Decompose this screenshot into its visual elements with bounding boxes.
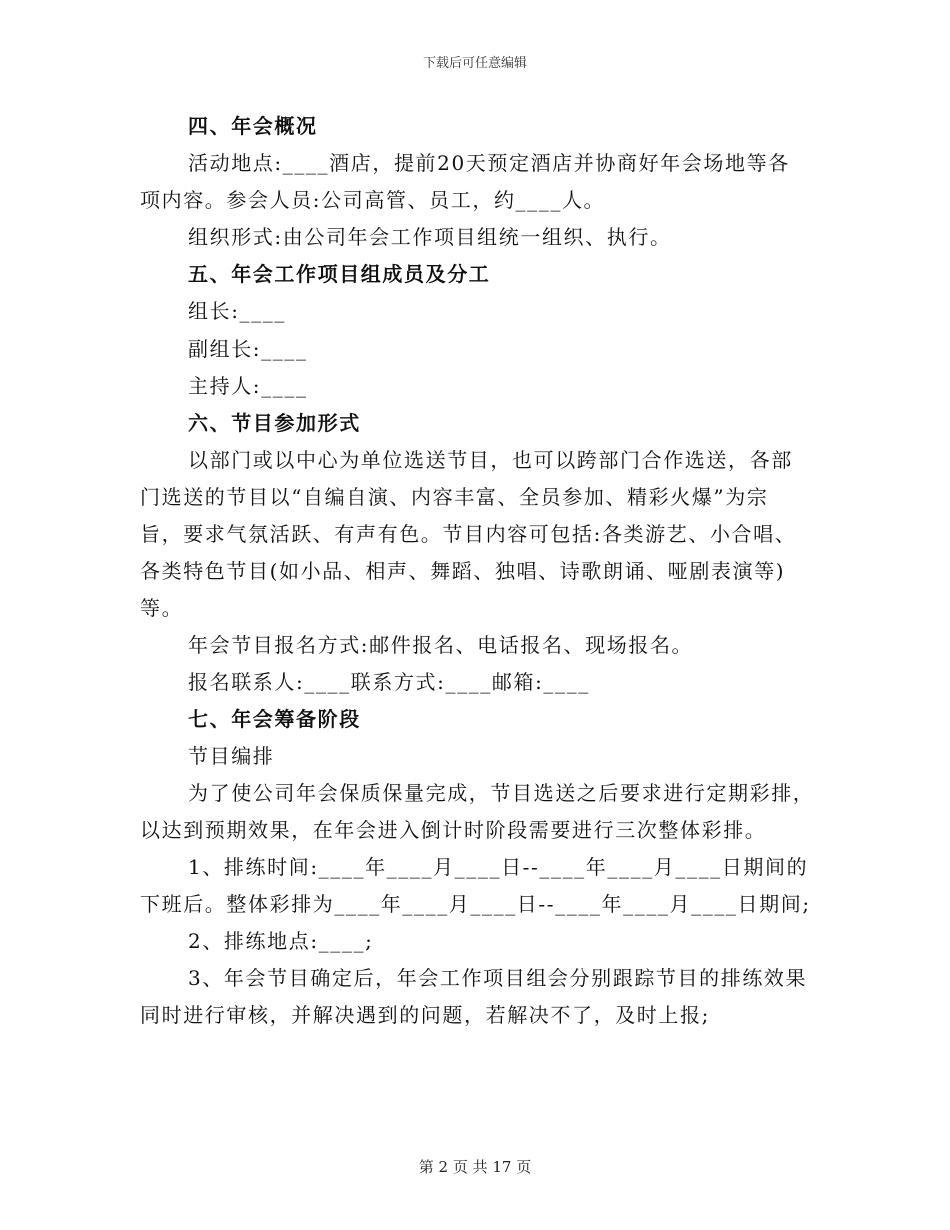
paragraph-line: 活动地点:____酒店，提前20天预定酒店并协商好年会场地等各 xyxy=(188,151,790,175)
paragraph-line: 组织形式:由公司年会工作项目组统一组织、执行。 xyxy=(188,225,672,249)
paragraph-line: 以部门或以中心为单位选送节目，也可以跨部门合作选送，各部 xyxy=(188,448,793,472)
section-heading-6: 六、节目参加形式 xyxy=(188,411,361,435)
section-heading-5: 五、年会工作项目组成员及分工 xyxy=(188,262,491,286)
list-item-3-continued: 同时进行审核，并解决遇到的问题，若解决不了，及时上报; xyxy=(140,1003,710,1027)
paragraph-line: 为了使公司年会保质保量完成，节目选送之后要求进行定期彩排， xyxy=(188,781,815,805)
paragraph-line: 以达到预期效果，在年会进入倒计时阶段需要进行三次整体彩排。 xyxy=(140,818,767,842)
list-item-1-continued: 下班后。整体彩排为____年____月____日--____年____月____日期间; xyxy=(140,892,811,916)
section-heading-4: 四、年会概况 xyxy=(188,114,318,138)
paragraph-line: 各类特色节目(如小品、相声、舞蹈、独唱、诗歌朗诵、哑剧表演等) xyxy=(140,559,786,583)
list-item-2: 2、排练地点:____; xyxy=(188,929,374,953)
signup-methods: 年会节目报名方式:邮件报名、电话报名、现场报名。 xyxy=(188,633,694,657)
list-item-3: 3、年会节目确定后，年会工作项目组会分别跟踪节目的排练效果 xyxy=(188,966,808,990)
role-deputy-leader: 副组长:____ xyxy=(188,337,308,361)
list-item-1: 1、排练时间:____年____月____日--____年____月____日期间的 xyxy=(188,855,809,879)
page-footer: 第 2 页 共 17 页 xyxy=(418,1158,532,1176)
paragraph-line: 旨，要求气氛活跃、有声有色。节目内容可包括:各类游艺、小合唱、 xyxy=(140,522,797,546)
role-host: 主持人:____ xyxy=(188,374,308,398)
subheading-program-arrangement: 节目编排 xyxy=(188,744,275,768)
section-heading-7: 七、年会筹备阶段 xyxy=(188,707,361,731)
paragraph-line: 等。 xyxy=(140,596,184,620)
paragraph-line: 项内容。参会人员:公司高管、员工，约____人。 xyxy=(140,188,606,212)
signup-contact: 报名联系人:____联系方式:____邮箱:____ xyxy=(188,670,590,694)
header-note: 下载后可任意编辑 xyxy=(422,56,527,71)
paragraph-line: 门选送的节目以“自编自演、内容丰富、全员参加、精彩火爆”为宗 xyxy=(140,485,769,509)
role-leader: 组长:____ xyxy=(188,299,286,323)
